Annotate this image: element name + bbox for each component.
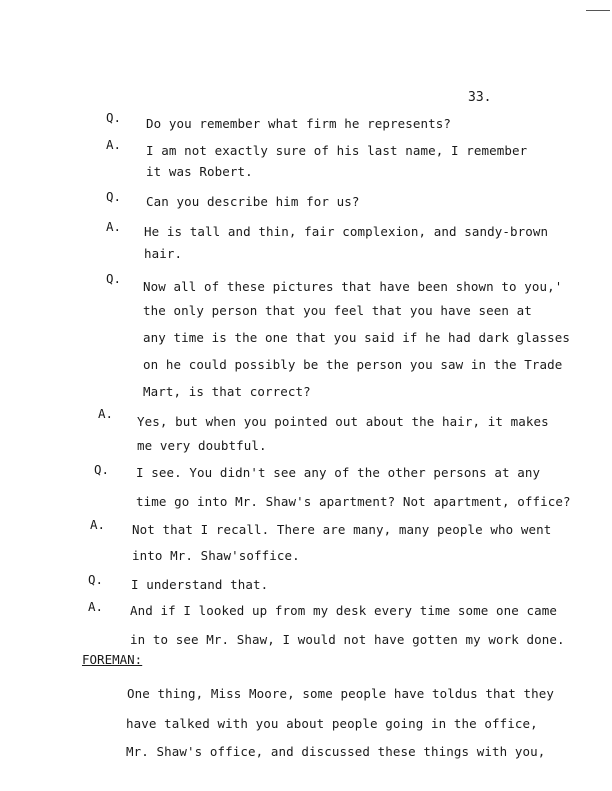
transcript-line: into Mr. Shaw'soffice.	[132, 548, 300, 563]
speaker-label: Q.	[94, 462, 110, 477]
speaker-label: A.	[90, 517, 106, 532]
transcript-line: it was Robert.	[146, 164, 253, 179]
transcript-line: Yes, but when you pointed out about the hair, it makes	[137, 414, 549, 429]
speaker-label: Q.	[106, 110, 122, 125]
transcript-line: me very doubtful.	[137, 438, 267, 453]
speaker-label: Q.	[88, 572, 104, 587]
transcript-line: time go into Mr. Shaw's apartment? Not apartment, office?	[136, 494, 571, 509]
transcript-line: Can you describe him for us?	[146, 194, 360, 209]
transcript-line: the only person that you feel that you have seen at	[143, 303, 532, 318]
speaker-label: Q.	[106, 271, 122, 286]
transcript-line: Mart, is that correct?	[143, 384, 311, 399]
foreman-label: FOREMAN:	[82, 652, 143, 667]
transcript-line: He is tall and thin, fair complexion, and sandy-brown	[144, 224, 549, 239]
speaker-label: Q.	[106, 189, 122, 204]
transcript-line: on he could possibly be the person you saw in the Trade	[143, 357, 563, 372]
page-number: 33.	[468, 90, 492, 105]
transcript-line: I see. You didn't see any of the other persons at any	[136, 465, 541, 480]
transcript-line: any time is the one that you said if he had dark glasses	[143, 330, 571, 345]
speaker-label: A.	[106, 137, 122, 152]
transcript-line: hair.	[144, 246, 183, 261]
foreman-line: Mr. Shaw's office, and discussed these things with you,	[126, 744, 546, 759]
speaker-label: A.	[98, 406, 114, 421]
transcript-line: I am not exactly sure of his last name, I remember	[146, 143, 528, 158]
corner-mark	[586, 10, 610, 11]
foreman-line: One thing, Miss Moore, some people have toldus that they	[127, 686, 555, 701]
transcript-line: And if I looked up from my desk every time some one came	[130, 603, 558, 618]
transcript-line: Not that I recall. There are many, many people who went	[132, 522, 552, 537]
transcript-line: in to see Mr. Shaw, I would not have gotten my work done.	[130, 632, 565, 647]
speaker-label: A.	[106, 219, 122, 234]
foreman-line: have talked with you about people going in the office,	[126, 716, 538, 731]
speaker-label: A.	[88, 599, 104, 614]
transcript-line: Now all of these pictures that have been shown to you,'	[143, 279, 563, 294]
transcript-line: I understand that.	[131, 577, 269, 592]
transcript-line: Do you remember what firm he represents?	[146, 116, 452, 131]
